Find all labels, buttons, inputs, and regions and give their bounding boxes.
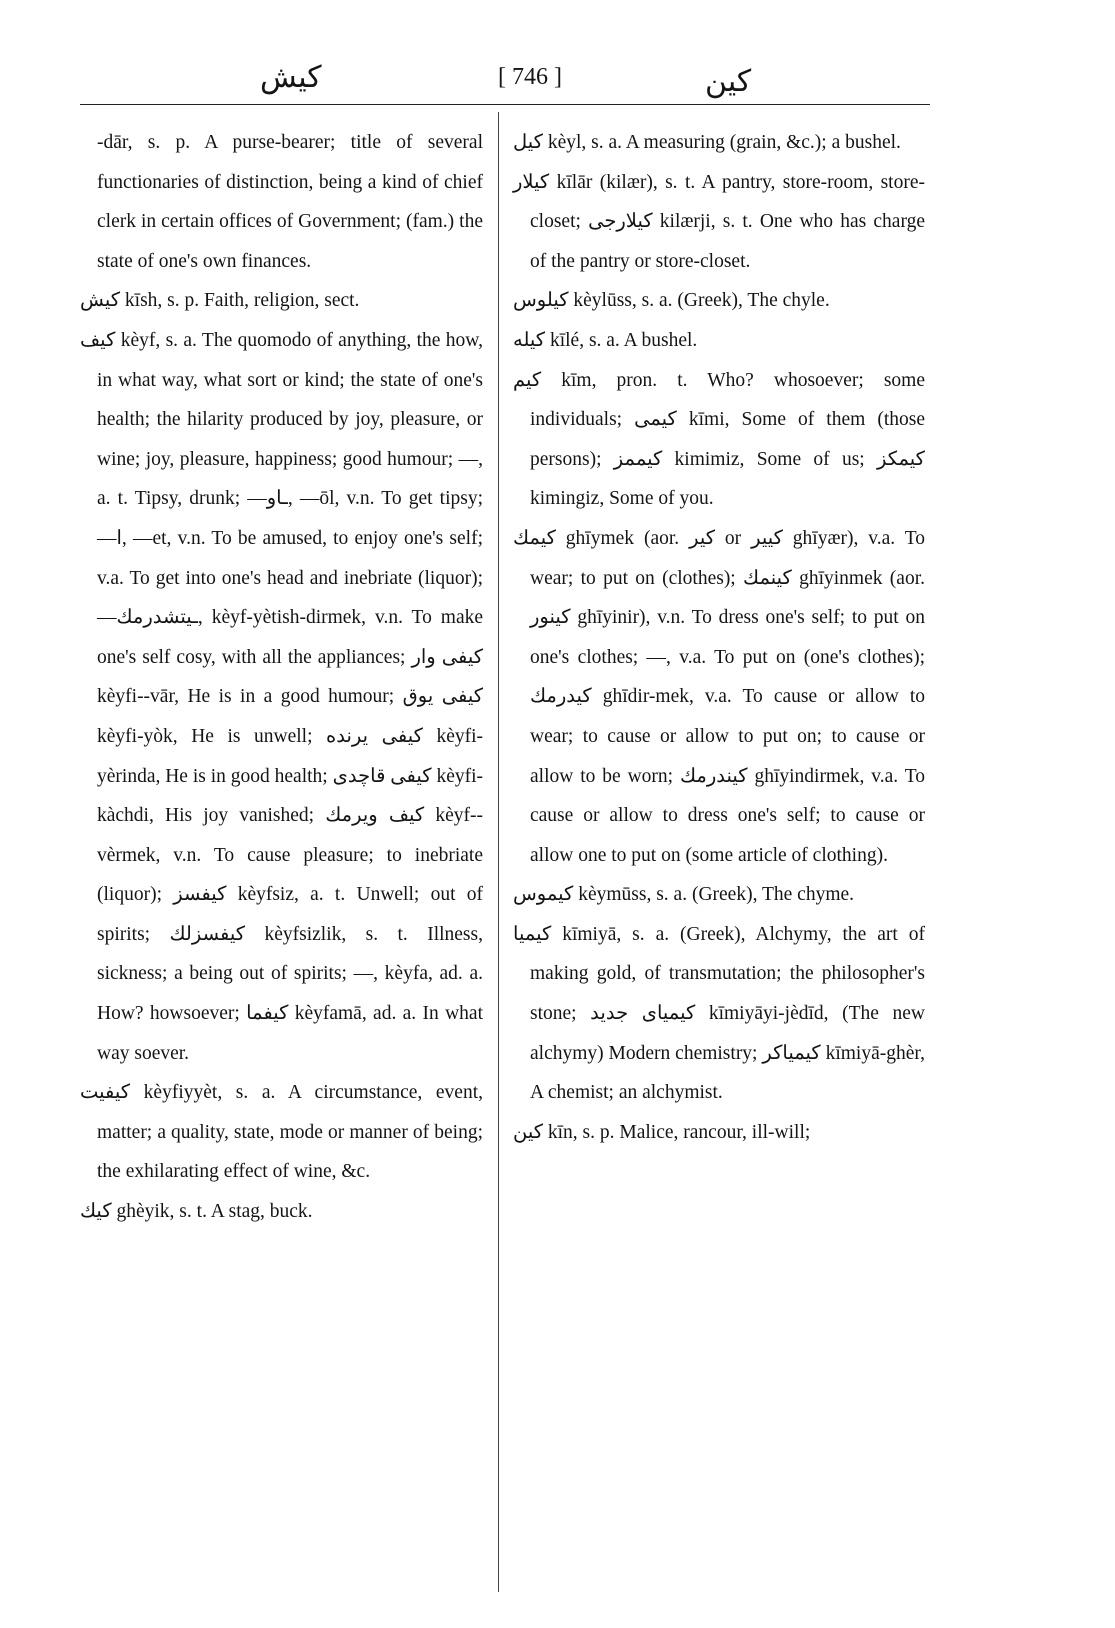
right-column xyxy=(513,123,925,1152)
entry-keyf: کیف kèyf, s. a. The quomodo of anything, the how, in what way, what sort or kind; the state of one's health; the hilarity produced by joy, pleasure, or wine; joy, pleasure, happiness; good humour; —, a. t. Tipsy, drunk; —ـاو, —ōl, v.n. To get tipsy; —ا, —et, v.n. To be amused, to enjoy one's self; v.a. To get into one's head and inebriate (liquor); —ـیتشدرمك, kèyf-yètish-dirmek, v.n. To make one's self cosy, with all the appliances; کیفی وار kèyfi--vār, He is in a good humour; کیفی یوق kèyfi-yòk, He is unwell; کیفی یرنده kèyfi-yèrinda, He is in good health; کیفی قاچدی kèyfi-kàchdi, His joy vanished; کیف ویرمك kèyf--vèrmek, v.n. To cause pleasure; to inebriate (liquor); کیفسز kèyfsiz, a. t. Unwell; out of spirits; کیفسزلك kèyfsizlik, s. t. Illness, sickness; a being out of spirits; —, kèyfa, ad. a. How? howsoever; کیفما kèyfamā, ad. a. In what way soever. xyxy=(80,329,484,1064)
entry-keyluss: کیلوس kèylūss, s. a. (Greek), The chyle. xyxy=(513,290,830,312)
entry-kimiya: کیمیا kīmiyā, s. a. (Greek), Alchymy, the art of making gold, of transmutation; the philosopher's stone; کیمیای جدید kīmiyāyi-jèdīd, (The new alchymy) Modern chemistry; کیمیاکر kīmiyā-ghèr, A chemist; an alchymist. xyxy=(513,923,925,1104)
entry-kim: کیم kīm, pron. t. Who? whosoever; some individuals; کیمی kīmi, Some of them (those persons); کیممز kimimiz, Some of us; کیمکز kimingiz, Some of you. xyxy=(513,369,926,510)
entry-keyfiyyet: کیفیت kèyfiyyèt, s. a. A circumstance, event, matter; a quality, state, mode or manner of being; the exhilarating effect of wine, &c. xyxy=(80,1082,483,1183)
header-left-word: کیش xyxy=(260,60,322,95)
entry-ghiymek: کیمك ghīymek (aor. کیر or کییر ghīyær), v.a. To wear; to put on (clothes); کینمك ghīyinmek (aor. کینور ghīyinir), v.n. To dress one's self; to put on one's clothes; —, v.a. To put on (one's clothes); کیدرمك ghīdir-mek, v.a. To cause or allow to wear; to cause or allow to put on; to cause or allow to be worn; کیندرمك ghīyindirmek, v.a. To cause or allow to dress one's self; to cause or allow one to put on (some article of clothing). xyxy=(513,527,925,866)
entry-keymuss: کیموس kèymūss, s. a. (Greek), The chyme. xyxy=(513,884,855,906)
page-header xyxy=(80,58,930,104)
entry-gheyik: کیك ghèyik, s. t. A stag, buck. xyxy=(80,1201,313,1223)
entry-keyl: کیل kèyl, s. a. A measuring (grain, &c.); a bushel. xyxy=(513,132,901,153)
column-divider xyxy=(498,112,499,1592)
entry-kile: کیله kīlé, s. a. A bushel. xyxy=(513,329,698,351)
header-rule xyxy=(80,104,930,105)
entry-dar: -dār, s. p. A purse-bearer; title of several functionaries of distinction, being a kind of chief clerk in certain offices of Government; (fam.) the state of one's own finances. xyxy=(97,132,483,272)
left-column xyxy=(80,123,483,1232)
header-right-word: کین xyxy=(705,64,752,99)
page-number: [ 746 ] xyxy=(498,64,562,90)
entry-kin: کین kīn, s. p. Malice, rancour, ill-will; xyxy=(513,1121,811,1143)
entry-kilar: کیلار kīlār (kilær), s. t. A pantry, store-room, store-closet; کیلارجی kilærji, s. t. One who has charge of the pantry or store-closet. xyxy=(513,171,925,272)
entry-kish: کیش kīsh, s. p. Faith, religion, sect. xyxy=(80,290,360,312)
